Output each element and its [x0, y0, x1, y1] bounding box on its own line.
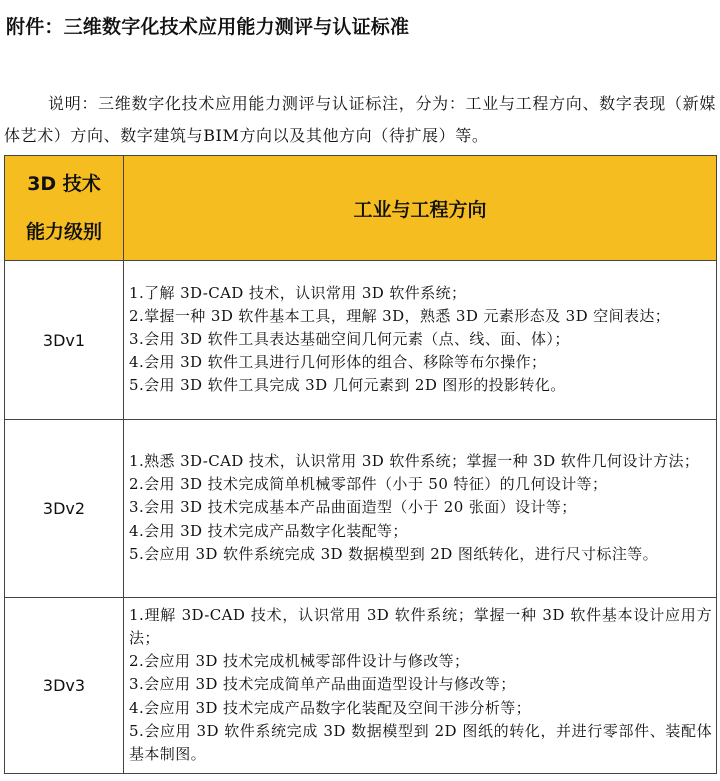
list-item: 1.熟悉 3D-CAD 技术，认识常用 3D 软件系统；掌握一种 3D 软件几何设计方法；: [129, 452, 700, 471]
list-item: 4.会用 3D 软件工具进行几何形体的组合、移除等布尔操作；: [129, 353, 547, 372]
list-item: 2.会用 3D 技术完成简单机械零部件（小于 50 特征）的几何设计等；: [129, 475, 608, 494]
table-row: [5, 420, 717, 598]
description-cell: [124, 420, 717, 598]
table-row: [5, 598, 717, 774]
level-cell: 3Dv2: [5, 420, 124, 598]
list-item: 4.会应用 3D 技术完成产品数字化装配及空间干涉分析等；: [129, 698, 532, 717]
description-cell: [124, 261, 717, 420]
list-item: 3.会应用 3D 技术完成简单产品曲面造型设计与修改等；: [129, 675, 516, 694]
list-item: 5.会应用 3D 软件系统完成 3D 数据模型到 2D 图纸的转化，并进行零部件、装配体基本制图。: [129, 721, 712, 763]
list-item: 2.会应用 3D 技术完成机械零部件设计与修改等；: [129, 652, 470, 671]
intro-paragraph: 说明：三维数字化技术应用能力测评与认证标注，分为：工业与工程方向、数字表现（新媒体艺术）方向、数字建筑与BIM方向以及其他方向（待扩展）等。: [4, 94, 716, 145]
list-item: 4.会用 3D 技术完成产品数字化装配等；: [129, 521, 408, 540]
standards-table: [4, 155, 717, 774]
header-direction: 工业与工程方向: [124, 156, 717, 261]
list-item: 2.掌握一种 3D 软件基本工具，理解 3D，熟悉 3D 元素形态及 3D 空间表达；: [129, 306, 671, 325]
list-item: 5.会用 3D 软件工具完成 3D 几何元素到 2D 图形的投影转化。: [129, 376, 566, 395]
table-row: [5, 261, 717, 420]
list-item: 1.了解 3D-CAD 技术，认识常用 3D 软件系统；: [129, 283, 467, 302]
list-item: 3.会用 3D 软件工具表达基础空间几何元素（点、线、面、体）；: [129, 329, 570, 348]
header-level-line1: 3D 技术: [27, 173, 101, 195]
list-item: 5.会应用 3D 软件系统完成 3D 数据模型到 2D 图纸转化，进行尺寸标注等。: [129, 544, 659, 563]
header-level: [5, 156, 124, 261]
table-header-row: [5, 156, 717, 261]
level-cell: 3Dv3: [5, 598, 124, 774]
list-item: 3.会用 3D 技术完成基本产品曲面造型（小于 20 张面）设计等；: [129, 498, 577, 517]
description-cell: [124, 598, 717, 774]
header-level-line2: 能力级别: [25, 221, 102, 243]
list-item: 1.理解 3D-CAD 技术，认识常用 3D 软件系统；掌握一种 3D 软件基本设计应用方法；: [129, 606, 712, 648]
page-title: 附件：三维数字化技术应用能力测评与认证标准: [6, 16, 410, 38]
level-cell: 3Dv1: [5, 261, 124, 420]
